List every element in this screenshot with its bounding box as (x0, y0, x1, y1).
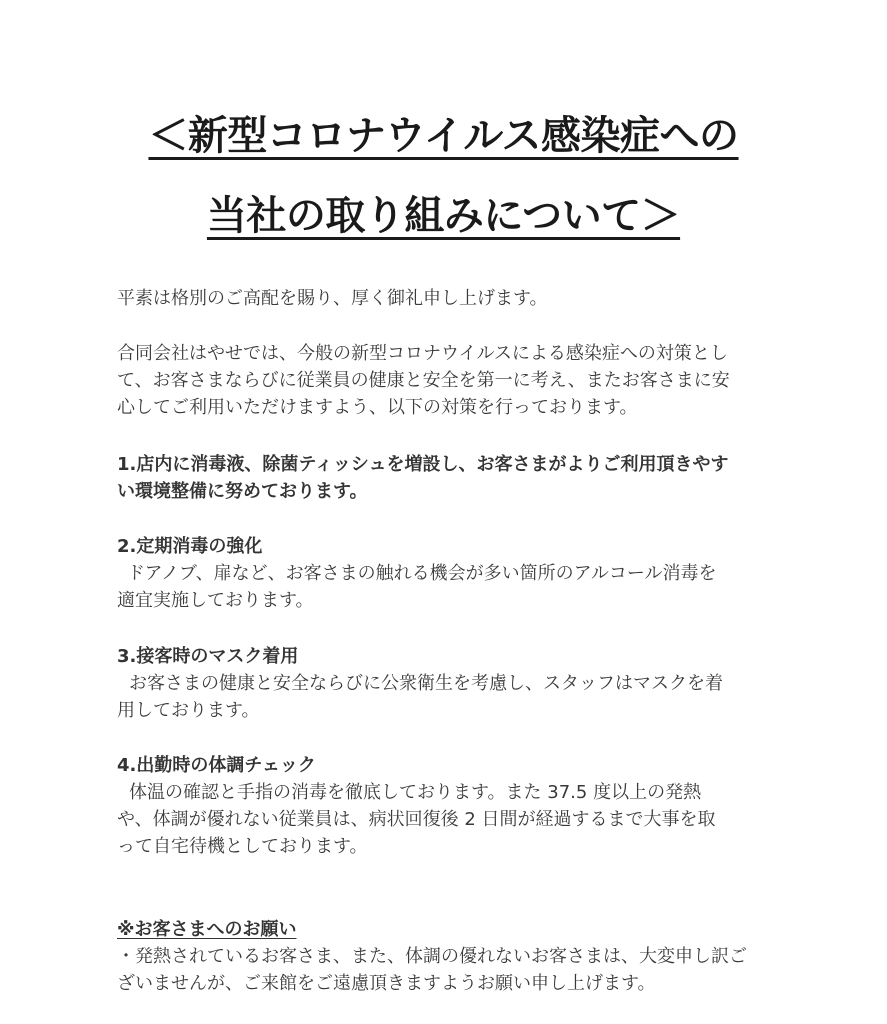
measure-3-line: 用しております。 (117, 700, 260, 721)
greeting-paragraph (117, 285, 777, 312)
measure-1-line: 1.店内に消毒液、除菌ティッシュを増設し、お客さまがよりご利用頂きやす (117, 454, 729, 475)
greeting-text: 平素は格別のご高配を賜り、厚く御礼申し上げます。 (117, 288, 548, 309)
customer-request (117, 916, 777, 997)
measure-4-heading: 4.出勤時の体調チェック (117, 755, 316, 776)
measure-3-heading: 3.接客時のマスク着用 (117, 646, 299, 667)
page-title-line-2: 当社の取り組みについて＞ (206, 193, 681, 239)
page-title-line-1: ＜新型コロナウイルス感染症への (148, 113, 739, 159)
measure-item-1 (117, 451, 777, 505)
intro-line: 合同会社はやせでは、今般の新型コロナウイルスによる感染症への対策とし (117, 343, 728, 364)
measure-4-line: って自宅待機としております。 (117, 836, 368, 857)
measure-4-line: や、体調が優れない従業員は、病状回復後 2 日間が経過するまで大事を取 (117, 809, 716, 830)
measure-2-heading: 2.定期消毒の強化 (117, 536, 263, 557)
measure-item-4 (117, 752, 777, 860)
request-line: ざいませんが、ご来館をご遠慮頂きますようお願い申し上げます。 (117, 973, 656, 994)
measure-2-line: 適宜実施しております。 (117, 590, 314, 611)
measure-3-line: お客さまの健康と安全ならびに公衆衛生を考慮し、スタッフはマスクを着 (129, 673, 723, 694)
request-heading: ※お客さまへのお願い (117, 919, 297, 940)
measure-1-line: い環境整備に努めております。 (117, 481, 368, 502)
measure-4-line: 体温の確認と手指の消毒を徹底しております。また 37.5 度以上の発熱 (129, 782, 702, 803)
measure-item-3 (117, 643, 777, 724)
request-line: ・発熱されているお客さま、また、体調の優れないお客さまは、大変申し訳ご (117, 946, 747, 967)
intro-paragraph (117, 340, 777, 421)
measure-2-line: ドアノブ、扉など、お客さまの触れる機会が多い箇所のアルコール消毒を (127, 563, 717, 584)
intro-line: 心してご利用いただけますよう、以下の対策を行っております。 (117, 397, 638, 418)
intro-line: て、お客さまならびに従業員の健康と安全を第一に考え、またお客さまに安 (117, 370, 730, 391)
measure-item-2 (117, 533, 777, 614)
